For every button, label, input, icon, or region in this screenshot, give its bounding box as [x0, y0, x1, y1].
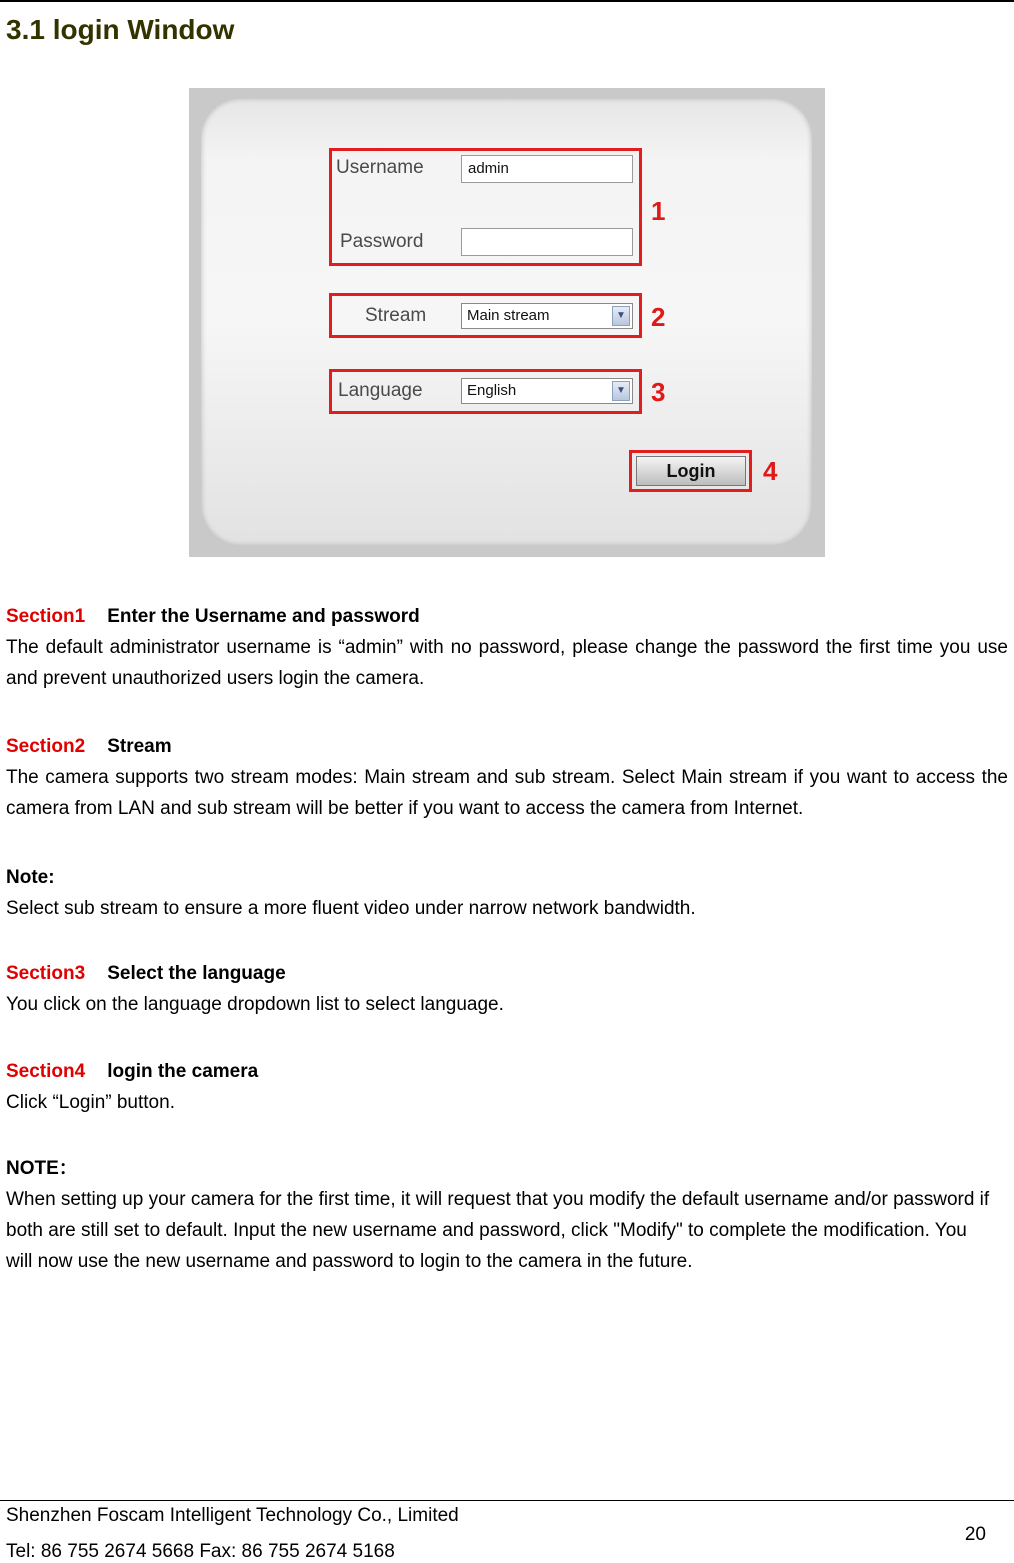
- language-select-value: English: [467, 382, 517, 399]
- login-button[interactable]: Login: [636, 456, 746, 486]
- section2-note-text: Select sub stream to ensure a more fluent video under narrow network bandwidth.: [6, 898, 696, 919]
- section-label: Section2: [6, 736, 86, 757]
- section-label: Section4: [6, 1061, 86, 1082]
- chevron-down-icon[interactable]: ▼: [612, 306, 630, 326]
- section4-heading: [6, 1056, 258, 1087]
- section-title: Select the language: [107, 963, 286, 984]
- chevron-down-icon[interactable]: ▼: [612, 381, 630, 401]
- section2-text: The camera supports two stream modes: Main stream and sub stream. Select Main stream if you want to access the camera from LAN and sub stream will be better if you want to access the camera from Internet.: [6, 767, 1008, 819]
- note-label: NOTE：: [6, 1158, 78, 1179]
- password-label: Password: [340, 231, 424, 252]
- username-label: Username: [336, 157, 424, 178]
- section2-note-label: Note:: [6, 867, 55, 888]
- section-title: Stream: [107, 736, 172, 757]
- callout-number-1: 1: [651, 196, 666, 226]
- section1-heading: [6, 601, 420, 632]
- section-label: Section3: [6, 963, 86, 984]
- footer-company: Shenzhen Foscam Intelligent Technology Co., Limited: [6, 1505, 459, 1526]
- stream-select[interactable]: [461, 303, 633, 329]
- callout-number-3: 3: [651, 377, 666, 407]
- callout-number-4: 4: [763, 456, 778, 486]
- footer-contact: Tel: 86 755 2674 5668 Fax: 86 755 2674 5168: [6, 1541, 395, 1562]
- login-panel: [201, 98, 812, 546]
- section4-text: Click “Login” button.: [6, 1092, 175, 1113]
- section3-text: You click on the language dropdown list to select language.: [6, 994, 504, 1015]
- page-title: 3.1 login Window: [6, 14, 235, 45]
- password-input[interactable]: [461, 228, 633, 256]
- note-text: When setting up your camera for the first time, it will request that you modify the default username and/or password if both are still set to default. Input the new username and password, click "Modify" to complete the modification. You will now use the new username and password to login to the camera in the future.: [6, 1189, 990, 1272]
- section2-heading: [6, 731, 172, 762]
- username-input[interactable]: admin: [461, 155, 633, 183]
- stream-label: Stream: [365, 305, 427, 326]
- section-title: Enter the Username and password: [107, 606, 420, 627]
- section1-text: The default administrator username is “admin” with no password, please change the password the first time you use and prevent unauthorized users login the camera.: [6, 637, 1008, 689]
- footer-rule: [0, 1500, 1014, 1501]
- language-select[interactable]: [461, 378, 633, 404]
- login-window-screenshot: [189, 88, 825, 557]
- language-label: Language: [338, 380, 423, 401]
- section-label: Section1: [6, 606, 86, 627]
- section-title: login the camera: [107, 1061, 259, 1082]
- stream-select-value: Main stream: [467, 307, 550, 324]
- callout-number-2: 2: [651, 302, 666, 332]
- page-number: 20: [964, 1524, 986, 1545]
- top-rule: [0, 0, 1014, 2]
- section3-heading: [6, 958, 286, 989]
